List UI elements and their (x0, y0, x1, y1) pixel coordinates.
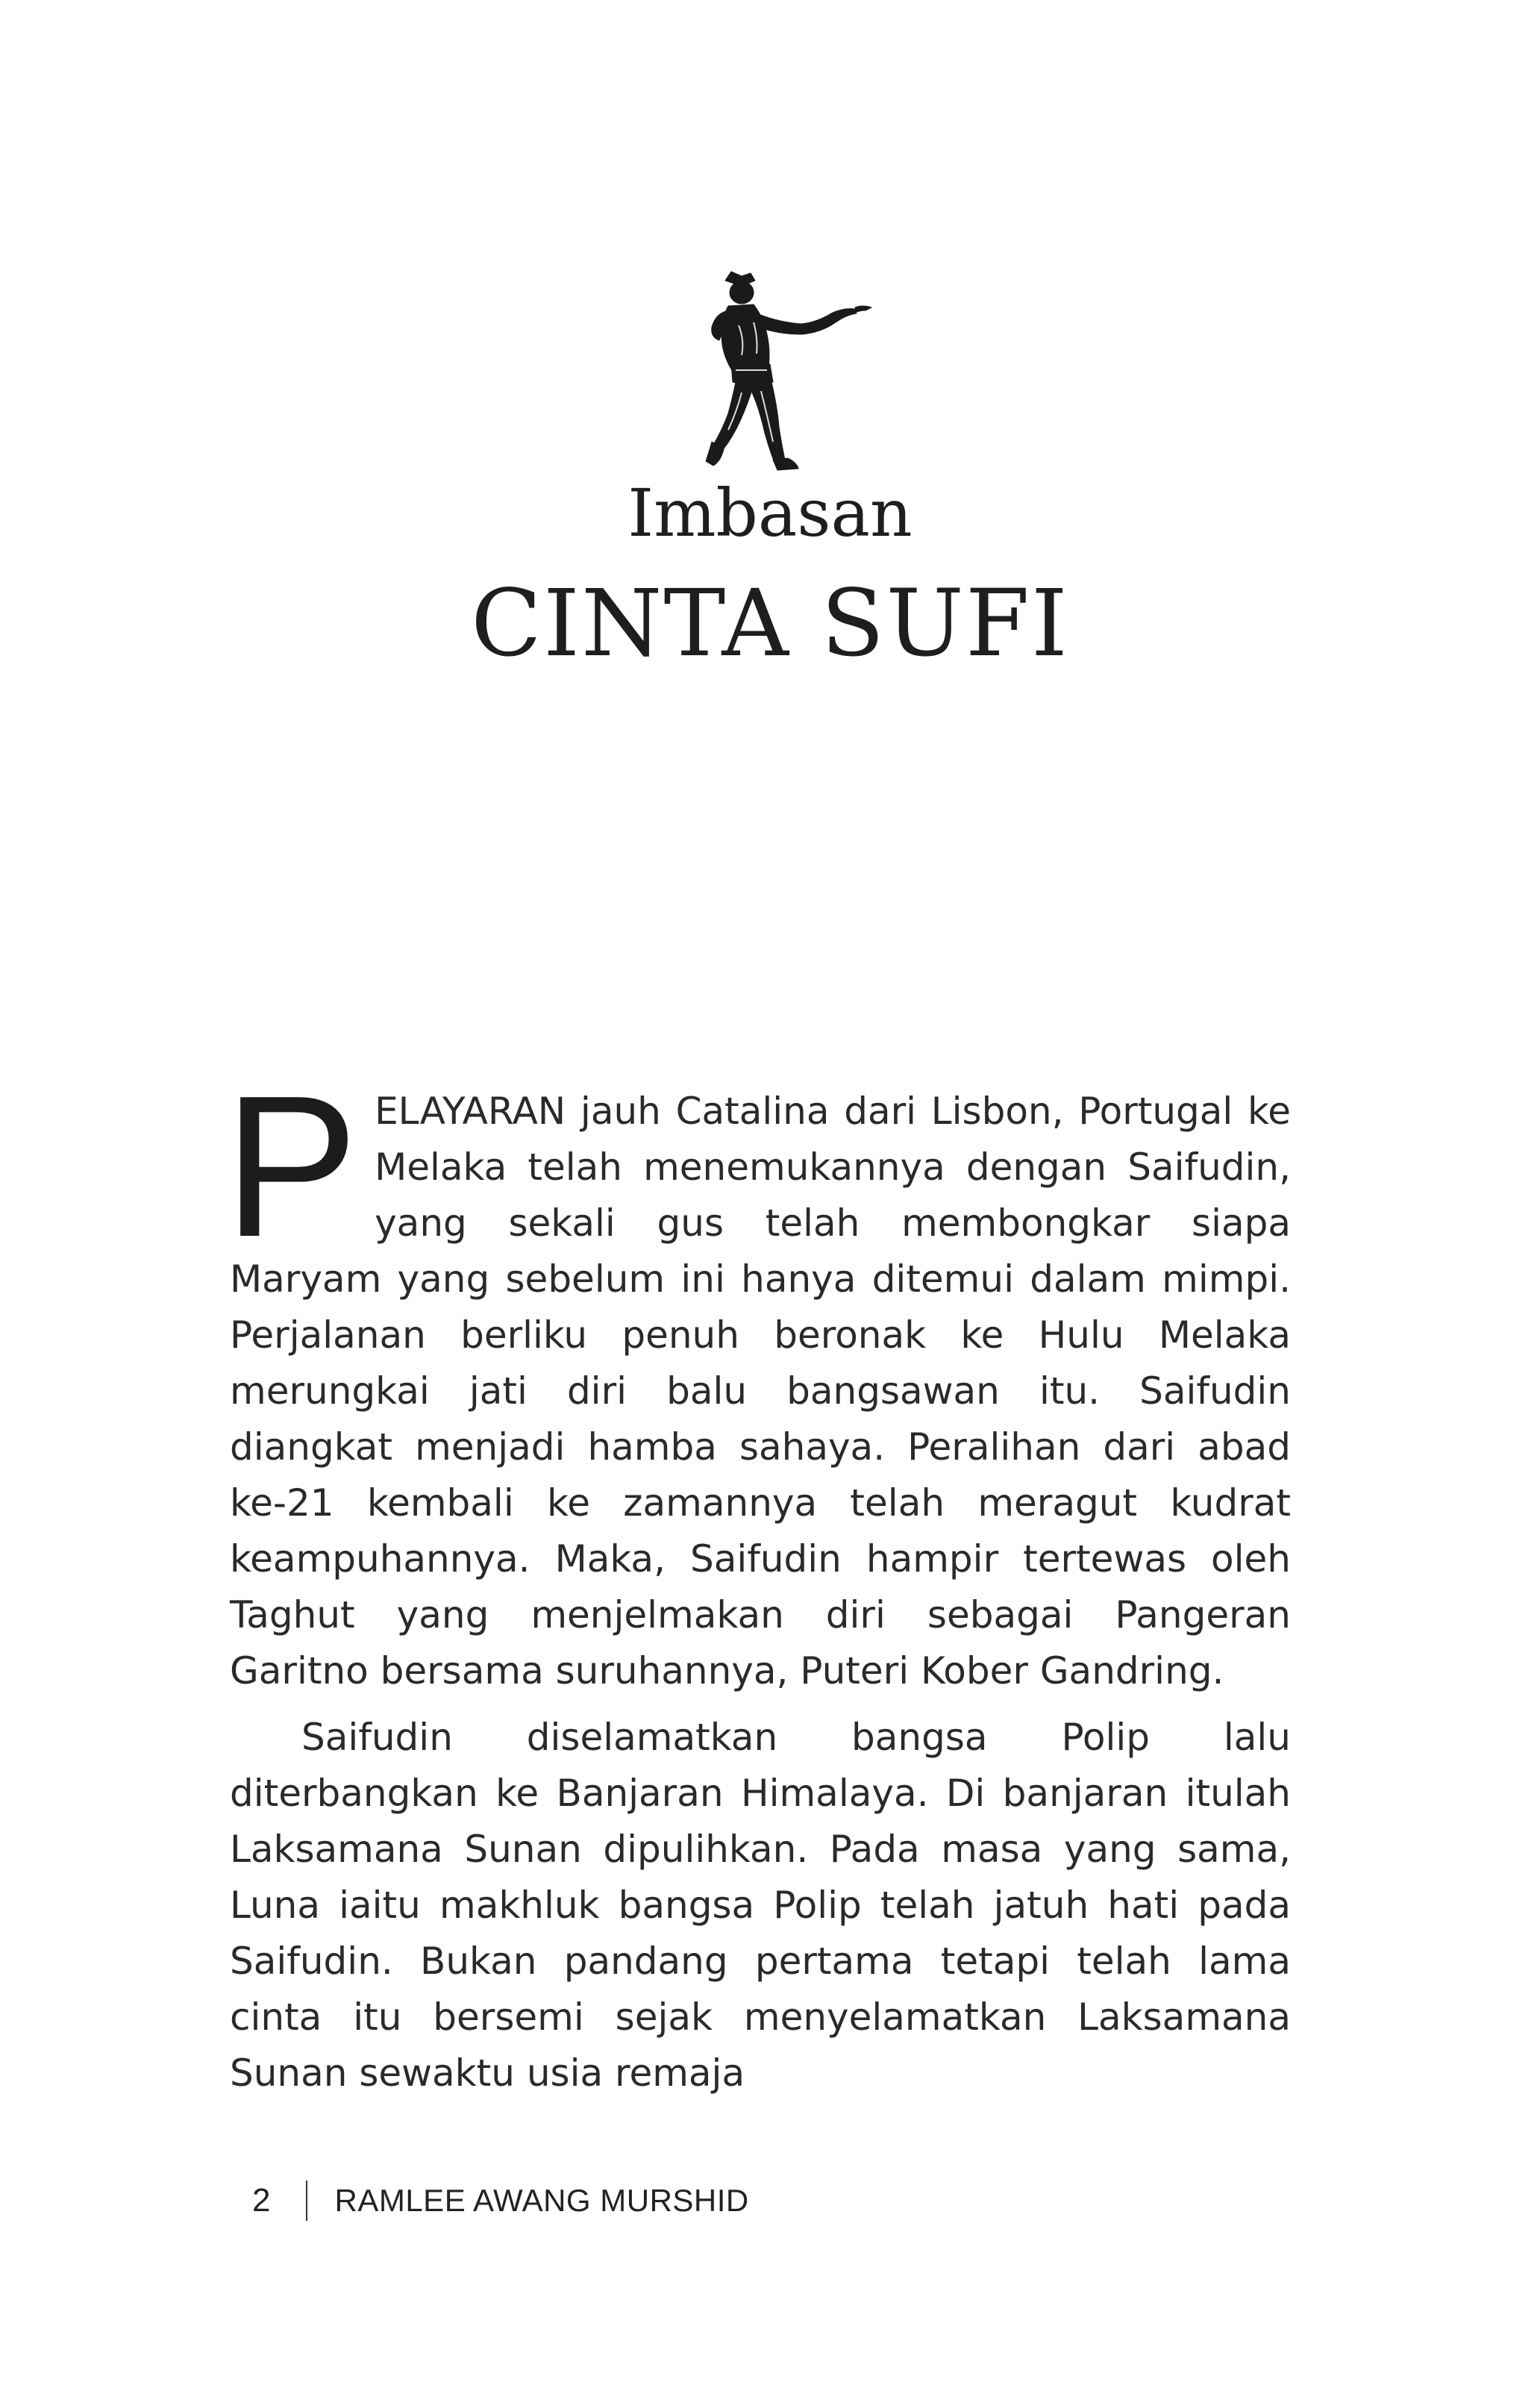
chapter-title-large: CINTA SUFI (471, 570, 1069, 678)
drop-cap: P (224, 1054, 359, 1279)
running-head-author: RAMLEE AWANG MURSHID (334, 2183, 749, 2218)
body-paragraph-1 (224, 1054, 1291, 1699)
paragraph-1-text: ELAYARAN jauh Catalina dari Lisbon, Portugal ke Melaka telah menemukannya dengan Saifudin, yang sekali gus telah membongkar siapa Maryam yang sebelum ini hanya ditemui dalam mimpi. Perjalanan berliku penuh beronak ke Hulu Melaka merungkai jati diri balu bangsawan itu. Saifudin diangkat menjadi hamba sahaya. Peralihan dari abad ke-21 kembali ke zamannya telah meragut kudrat keampuhannya. Maka, Saifudin hampir tertewas oleh Taghut yang menjelmakan diri sebagai Pangeran Garitno bersama suruhannya, Puteri Kober Gandring. (230, 1090, 1291, 1692)
page-number: 2 (252, 2182, 271, 2219)
chapter-title-small: Imbasan (627, 475, 913, 551)
footer-divider (306, 2181, 307, 2221)
chapter-body (224, 1054, 1291, 2101)
dancing-silat-figure-icon (689, 251, 913, 490)
page-footer (252, 2175, 749, 2227)
body-paragraph-2: Saifudin diselamatkan bangsa Polip lalu diterbangkan ke Banjaran Himalaya. Di banjaran itulah Laksamana Sunan dipulihkan. Pada masa yang sama, Luna iaitu makhluk bangsa Polip telah jatuh hati pada Saifudin. Bukan pandang pertama tetapi telah lama cinta itu bersemi sejak menyelamatkan Laksamana Sunan sewaktu usia remaja (230, 1716, 1291, 2095)
